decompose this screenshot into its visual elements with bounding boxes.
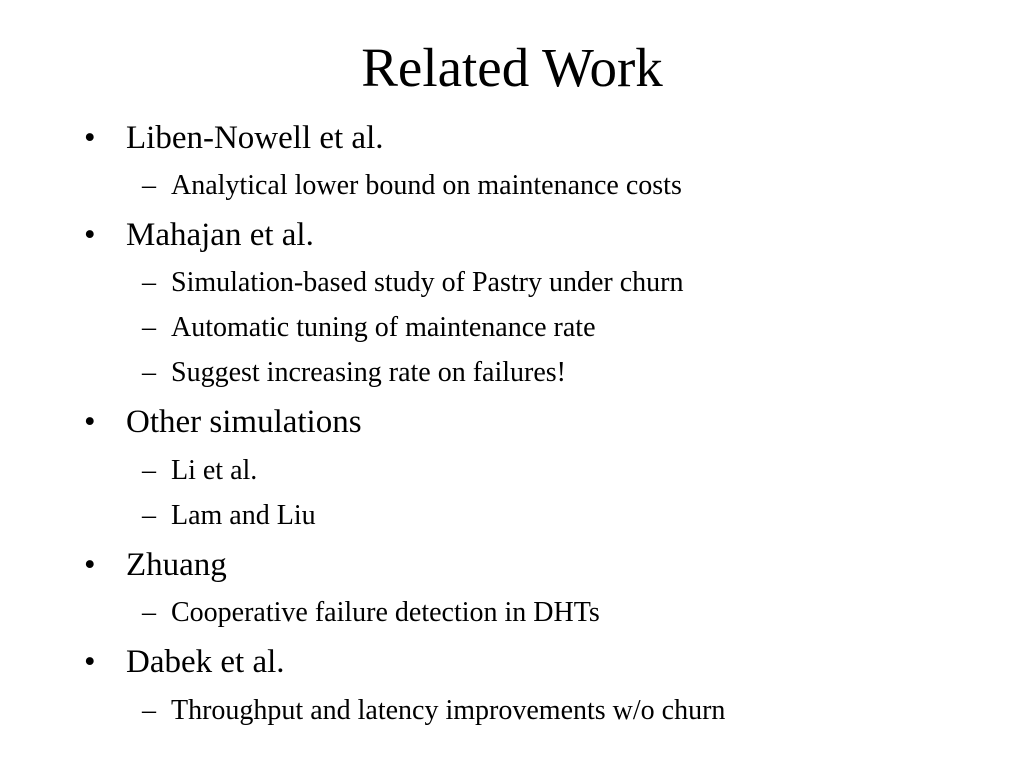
bullet-label: Zhuang — [126, 547, 227, 583]
bullet-label: Other simulations — [126, 404, 362, 440]
bullet-label: Mahajan et al. — [126, 217, 314, 253]
dash-marker: – — [142, 455, 156, 486]
bullet-marker: • — [84, 644, 96, 680]
bullet-marker: • — [84, 120, 96, 156]
sub-bullet-label: Analytical lower bound on maintenance costs — [171, 170, 682, 201]
dash-marker: – — [142, 267, 156, 298]
bullet-label: Dabek et al. — [126, 644, 285, 680]
dash-marker: – — [142, 695, 156, 726]
bullet-marker: • — [84, 404, 96, 440]
sub-bullet-label: Simulation-based study of Pastry under churn — [171, 267, 684, 298]
bullet-marker: • — [84, 217, 96, 253]
sub-bullet-label: Automatic tuning of maintenance rate — [171, 312, 596, 343]
sub-bullet-label: Throughput and latency improvements w/o churn — [171, 695, 726, 726]
dash-marker: – — [142, 357, 156, 388]
sub-bullet-label: Suggest increasing rate on failures! — [171, 357, 566, 388]
dash-marker: – — [142, 597, 156, 628]
sub-bullet-label: Cooperative failure detection in DHTs — [171, 597, 600, 628]
dash-marker: – — [142, 500, 156, 531]
sub-bullet-label: Li et al. — [171, 455, 258, 486]
sub-bullet-label: Lam and Liu — [171, 500, 316, 531]
slide-title: Related Work — [361, 37, 663, 98]
bullet-label: Liben-Nowell et al. — [126, 120, 384, 156]
dash-marker: – — [142, 312, 156, 343]
bullet-marker: • — [84, 547, 96, 583]
dash-marker: – — [142, 170, 156, 201]
